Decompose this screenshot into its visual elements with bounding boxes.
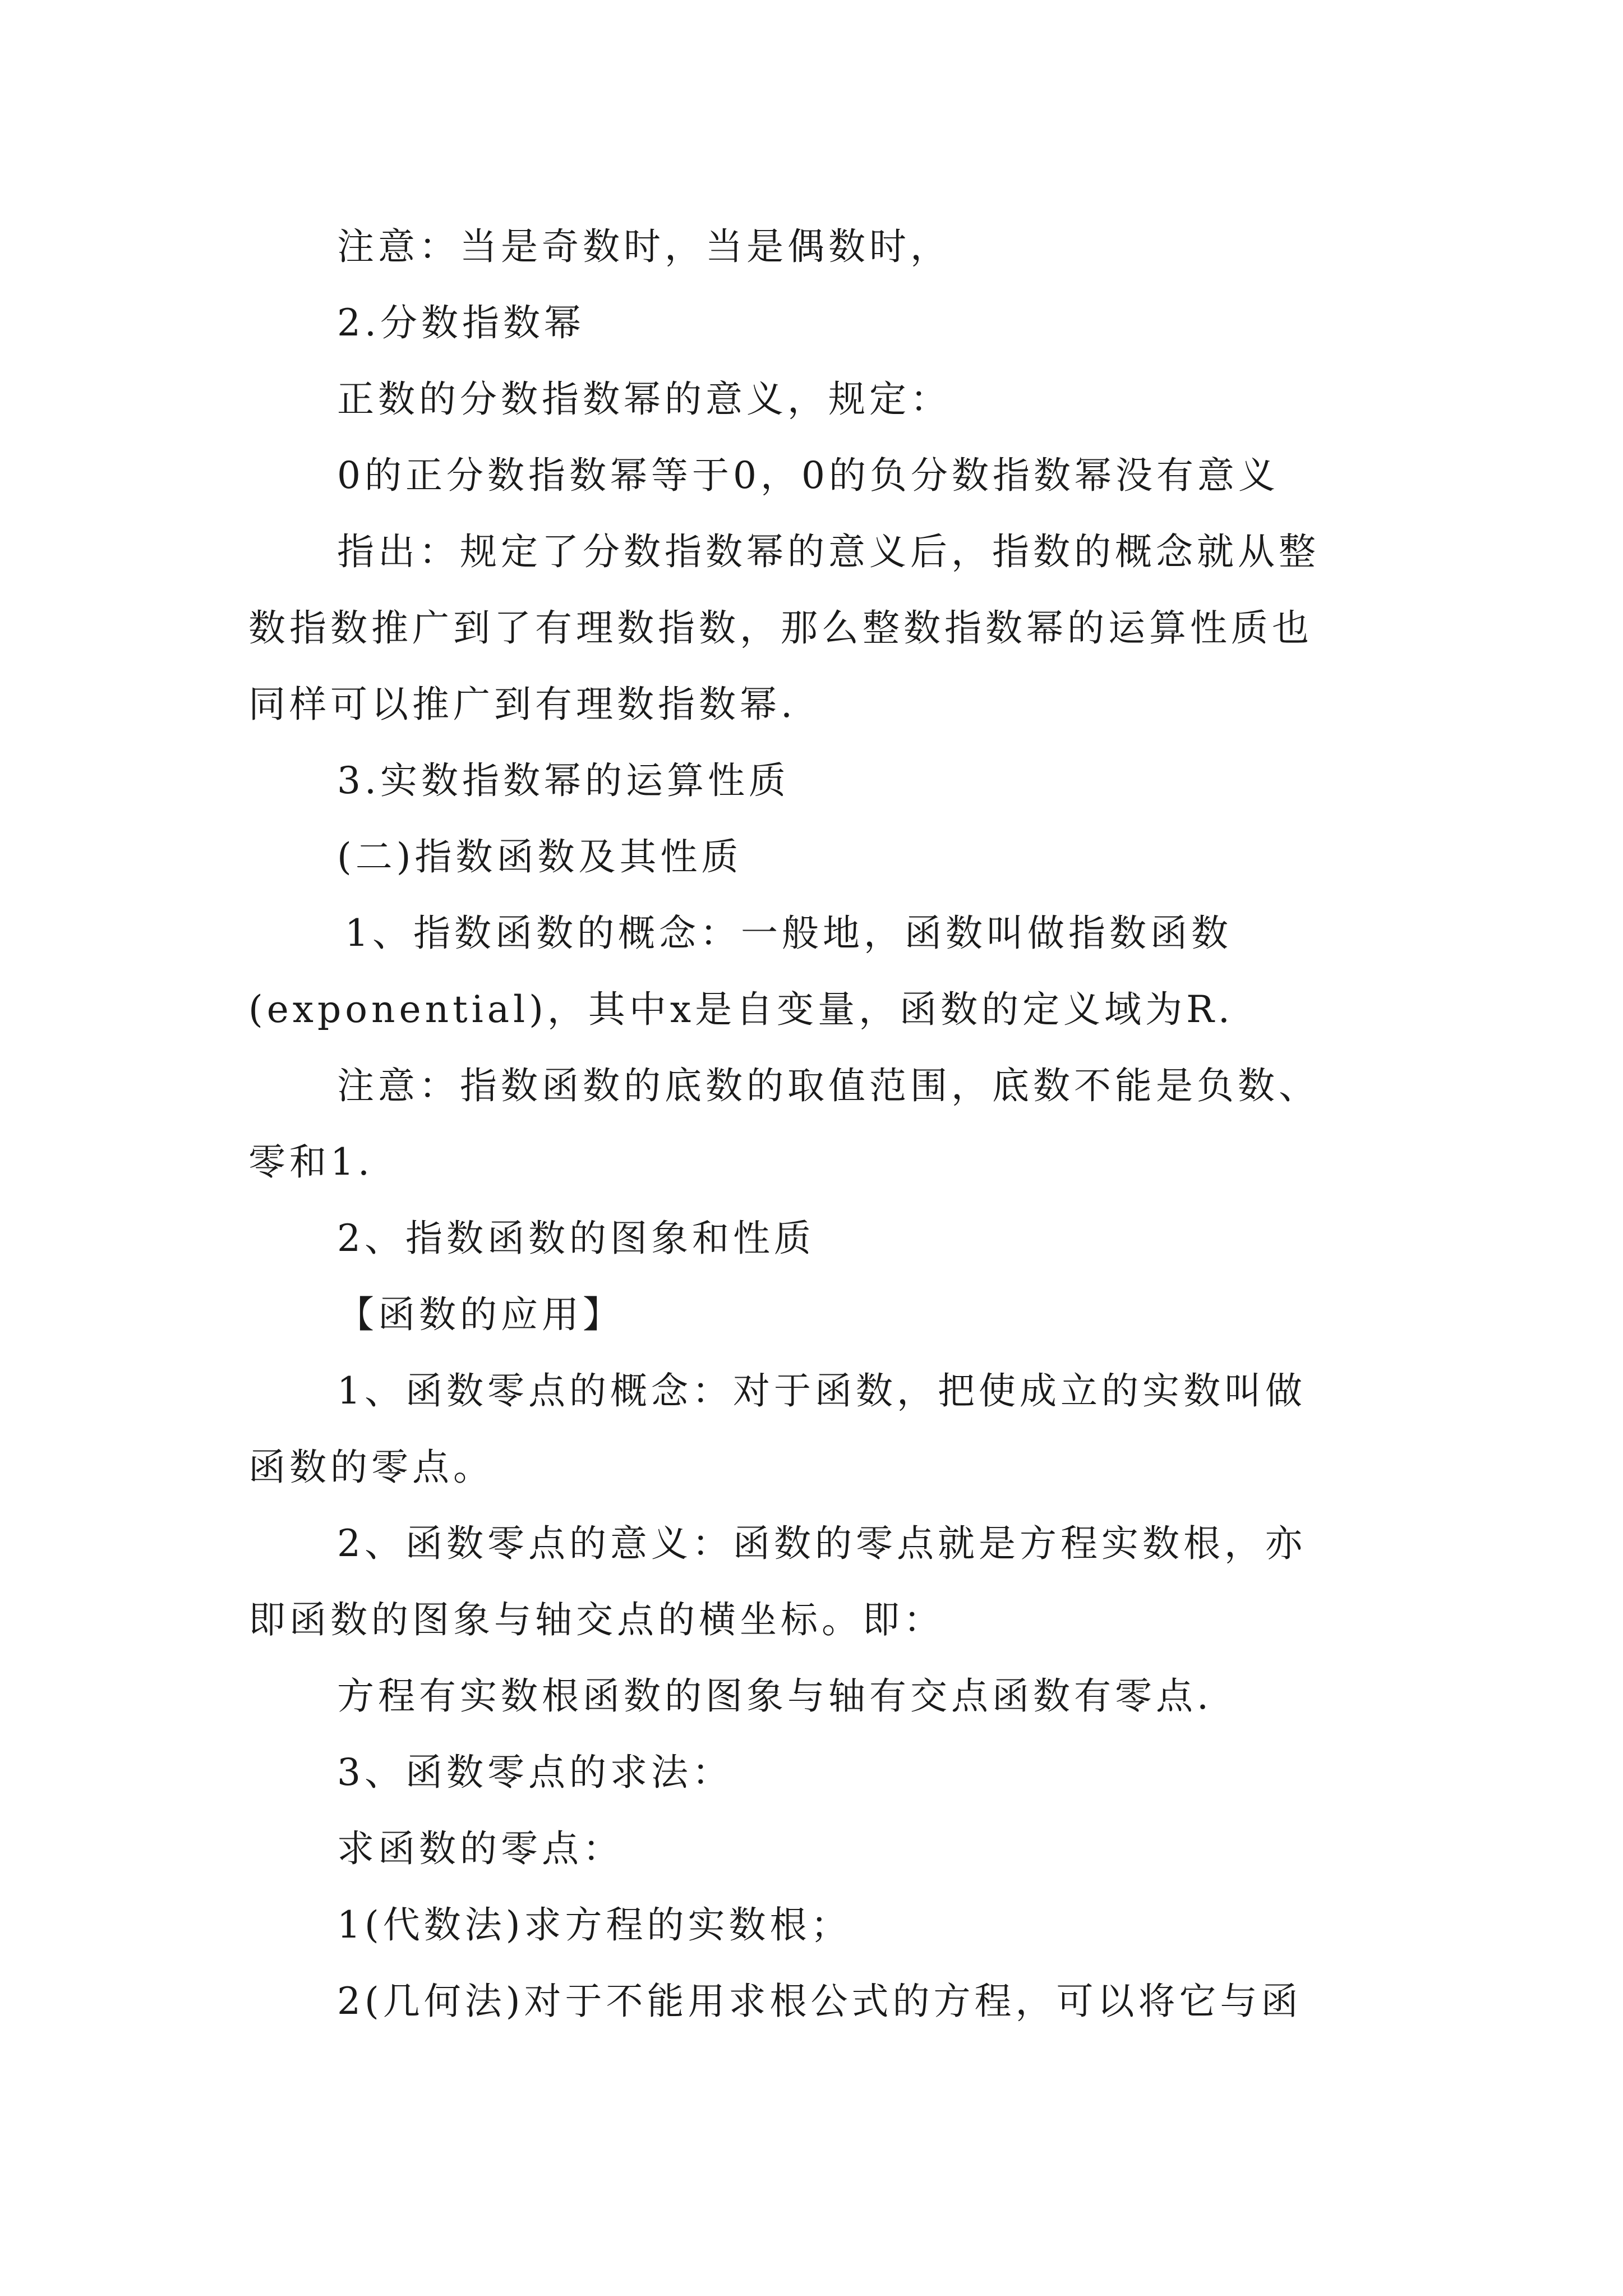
text-line: 函数的零点。	[248, 1446, 494, 1489]
text-line: 1、函数零点的概念：对于函数，把使成立的实数叫做	[337, 1369, 1306, 1412]
text-line: 数指数推广到了有理数指数，那么整数指数幂的运算性质也	[248, 606, 1313, 650]
text-line: 注意：当是奇数时，当是偶数时，	[337, 225, 951, 268]
text-line: 1(代数法)求方程的实数根；	[337, 1903, 852, 1947]
text-line: (exponential)，其中x是自变量，函数的定义域为R.	[248, 988, 1234, 1031]
text-line: 零和1.	[248, 1140, 374, 1184]
text-line: 2、函数零点的意义：函数的零点就是方程实数根，亦	[337, 1522, 1306, 1565]
text-line: 即函数的图象与轴交点的横坐标。即：	[248, 1598, 944, 1641]
text-line: 2(几何法)对于不能用求根公式的方程，可以将它与函	[337, 1980, 1302, 2023]
text-line: 同样可以推广到有理数指数幂.	[248, 683, 796, 726]
text-line: 0的正分数指数幂等于0，0的负分数指数幂没有意义	[337, 454, 1279, 497]
section-heading: 2、指数函数的图象和性质	[337, 1217, 815, 1260]
document-body	[248, 209, 1387, 2040]
section-heading: (二)指数函数及其性质	[337, 835, 743, 878]
text-line: 方程有实数根函数的图象与轴有交点函数有零点.	[337, 1674, 1212, 1718]
text-line: 正数的分数指数幂的意义，规定：	[337, 378, 951, 421]
section-heading: 2.分数指数幂	[337, 301, 585, 344]
section-heading: 3.实数指数幂的运算性质	[337, 759, 790, 802]
section-heading: 【函数的应用】	[337, 1293, 624, 1336]
section-heading: 3、函数零点的求法：	[337, 1751, 733, 1794]
text-line: 注意：指数函数的底数的取值范围，底数不能是负数、	[337, 1064, 1320, 1107]
text-line: 1、指数函数的概念：一般地，函数叫做指数函数	[345, 912, 1232, 955]
text-line: 指出：规定了分数指数幂的意义后，指数的概念就从整	[337, 530, 1320, 573]
text-line: 求函数的零点：	[337, 1827, 624, 1870]
